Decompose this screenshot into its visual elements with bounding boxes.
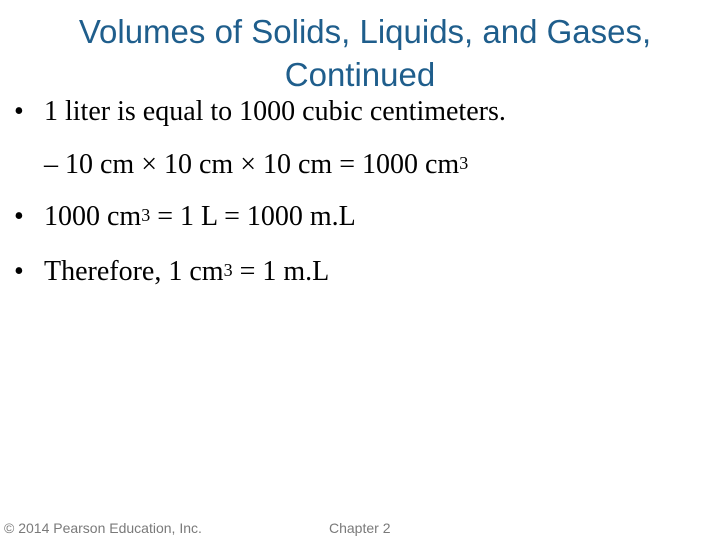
bullet-marker: • bbox=[14, 201, 24, 232]
dash-marker: – bbox=[44, 149, 58, 180]
bullet-item-liter bbox=[14, 96, 506, 128]
superscript: 3 bbox=[459, 153, 469, 173]
bullet-item-therefore bbox=[14, 256, 329, 288]
bullet-marker: • bbox=[14, 256, 24, 287]
sub-bullet-item-calculation bbox=[44, 149, 468, 181]
sub-bullet-text: 10 cm × 10 cm × 10 cm = 1000 cm bbox=[65, 149, 460, 180]
bullet-text-pre: Therefore, 1 cm bbox=[44, 256, 224, 287]
bullet-item-equivalence bbox=[14, 201, 356, 233]
slide-title bbox=[0, 10, 720, 96]
slide-title-line-2: Continued bbox=[284, 56, 436, 93]
bullet-text: 1 liter is equal to 1000 cubic centimeters. bbox=[44, 96, 506, 127]
bullet-text-post: = 1 m.L bbox=[232, 256, 330, 287]
bullet-text-post: = 1 L = 1000 m.L bbox=[150, 201, 356, 232]
slide-title-line-1: Volumes of Solids, Liquids, and Gases, bbox=[78, 13, 652, 50]
footer-copyright: © 2014 Pearson Education, Inc. bbox=[4, 520, 202, 536]
footer-chapter: Chapter 2 bbox=[329, 520, 391, 536]
bullet-text-pre: 1000 cm bbox=[44, 201, 142, 232]
superscript: 3 bbox=[141, 205, 151, 225]
superscript: 3 bbox=[223, 260, 233, 280]
bullet-marker: • bbox=[14, 96, 24, 127]
